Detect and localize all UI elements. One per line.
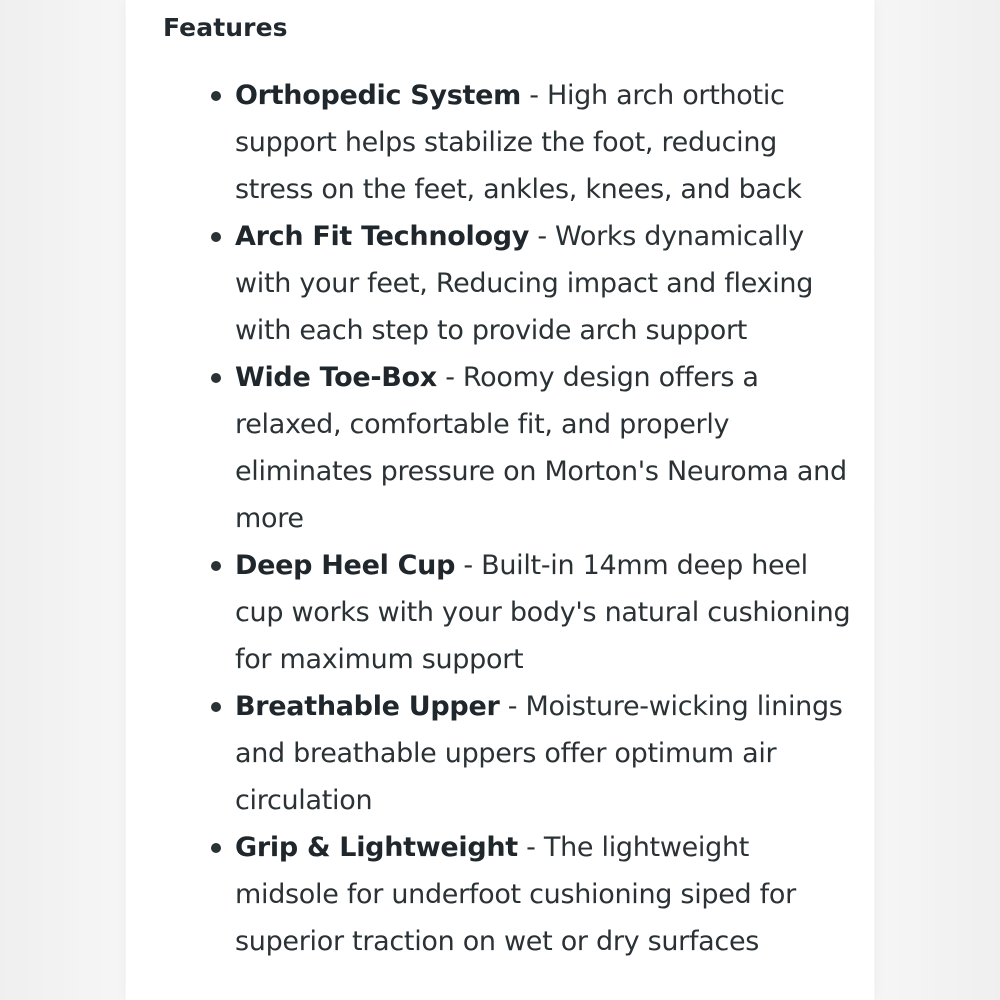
feature-description: - The lightweight midsole for underfoot cushioning siped for superior traction on wet or dry surfaces	[235, 832, 796, 957]
features-list	[126, 72, 874, 965]
feature-term: Wide Toe-Box	[235, 362, 437, 393]
bullet-icon	[211, 373, 221, 383]
feature-description: - Roomy design offers a relaxed, comfortable fit, and properly eliminates pressure on Morton's Neuroma and more	[235, 362, 847, 534]
feature-item-breathable-upper	[126, 683, 855, 824]
bullet-icon	[211, 561, 221, 571]
bullet-icon	[211, 232, 221, 242]
feature-item-grip-lightweight	[126, 824, 855, 965]
feature-description: - Built-in 14mm deep heel cup works with your body's natural cushioning for maximum support	[235, 550, 851, 675]
bullet-icon	[211, 702, 221, 712]
feature-item-orthopedic-system	[126, 72, 855, 213]
bullet-icon	[211, 91, 221, 101]
feature-term: Deep Heel Cup	[235, 550, 456, 581]
feature-item-arch-fit-technology	[126, 213, 855, 354]
features-heading: Features	[163, 13, 288, 42]
feature-item-wide-toe-box	[126, 354, 855, 542]
feature-item-deep-heel-cup	[126, 542, 855, 683]
feature-description: - Works dynamically with your feet, Reducing impact and flexing with each step to provide arch support	[235, 221, 814, 346]
bullet-icon	[211, 843, 221, 853]
feature-term: Breathable Upper	[235, 691, 500, 722]
feature-description: - Moisture-wicking linings and breathable uppers offer optimum air circulation	[235, 691, 843, 816]
feature-term: Orthopedic System	[235, 80, 521, 111]
feature-term: Grip & Lightweight	[235, 832, 518, 863]
feature-term: Arch Fit Technology	[235, 221, 530, 252]
features-card	[126, 0, 874, 1000]
feature-description: - High arch orthotic support helps stabilize the foot, reducing stress on the feet, ankles, knees, and back	[235, 80, 802, 205]
